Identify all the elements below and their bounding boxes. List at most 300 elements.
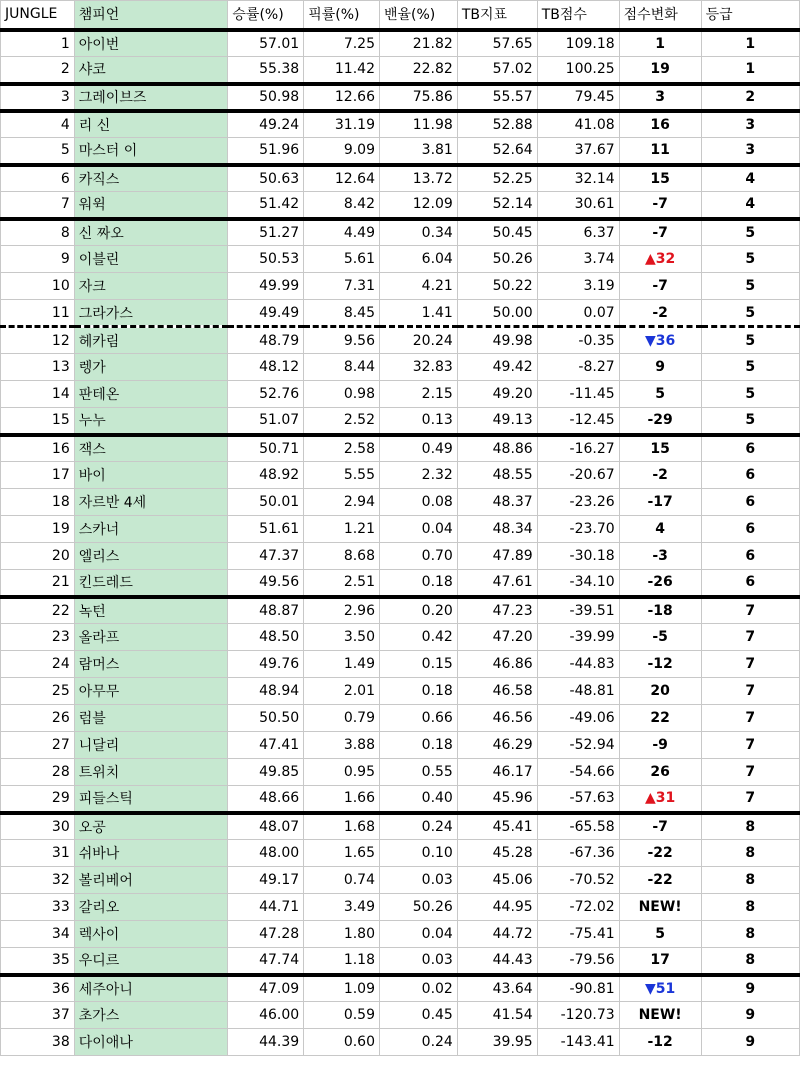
champion-cell: 판테온 <box>74 381 228 408</box>
pick-rate-cell: 5.55 <box>304 462 380 489</box>
tb-index-cell: 41.54 <box>457 1002 537 1029</box>
tier-cell: 5 <box>701 327 799 354</box>
pick-rate-cell: 3.50 <box>304 624 380 651</box>
tb-score-cell: -90.81 <box>537 975 619 1002</box>
ban-rate-cell: 0.08 <box>379 489 457 516</box>
score-change-cell: -7 <box>619 192 701 219</box>
pick-rate-cell: 4.49 <box>304 219 380 246</box>
win-rate-cell: 48.12 <box>228 354 304 381</box>
tb-score-cell: 37.67 <box>537 138 619 165</box>
tb-index-cell: 50.26 <box>457 246 537 273</box>
champion-cell: 그라가스 <box>74 300 228 327</box>
ban-rate-cell: 0.24 <box>379 813 457 840</box>
tb-score-cell: -70.52 <box>537 867 619 894</box>
ban-rate-cell: 32.83 <box>379 354 457 381</box>
rank-cell: 24 <box>1 651 75 678</box>
ban-rate-cell: 12.09 <box>379 192 457 219</box>
pick-rate-cell: 1.09 <box>304 975 380 1002</box>
pick-rate-cell: 1.80 <box>304 921 380 948</box>
pick-rate-cell: 8.44 <box>304 354 380 381</box>
score-change-cell: 4 <box>619 516 701 543</box>
tb-score-cell: 79.45 <box>537 84 619 111</box>
tb-index-cell: 48.55 <box>457 462 537 489</box>
champion-cell: 우디르 <box>74 948 228 975</box>
table-row <box>1 786 800 813</box>
win-rate-cell: 48.79 <box>228 327 304 354</box>
table-row <box>1 300 800 327</box>
score-change-cell: ▲31 <box>619 786 701 813</box>
win-rate-cell: 52.76 <box>228 381 304 408</box>
header-rank: JUNGLE <box>1 1 75 30</box>
ban-rate-cell: 13.72 <box>379 165 457 192</box>
table-row <box>1 867 800 894</box>
pick-rate-cell: 11.42 <box>304 57 380 84</box>
pick-rate-cell: 2.01 <box>304 678 380 705</box>
champion-cell: 자크 <box>74 273 228 300</box>
win-rate-cell: 49.49 <box>228 300 304 327</box>
score-change-cell: -2 <box>619 300 701 327</box>
rank-cell: 35 <box>1 948 75 975</box>
rank-cell: 8 <box>1 219 75 246</box>
table-row <box>1 624 800 651</box>
score-change-cell: 5 <box>619 381 701 408</box>
table-row <box>1 408 800 435</box>
win-rate-cell: 48.92 <box>228 462 304 489</box>
rank-cell: 1 <box>1 30 75 57</box>
tb-score-cell: -0.35 <box>537 327 619 354</box>
score-change-cell: NEW! <box>619 1002 701 1029</box>
win-rate-cell: 49.17 <box>228 867 304 894</box>
header-row <box>1 1 800 30</box>
table-body <box>1 30 800 1056</box>
tb-index-cell: 49.13 <box>457 408 537 435</box>
champion-cell: 니달리 <box>74 732 228 759</box>
win-rate-cell: 51.42 <box>228 192 304 219</box>
ban-rate-cell: 0.02 <box>379 975 457 1002</box>
rank-cell: 33 <box>1 894 75 921</box>
score-change-cell: -12 <box>619 651 701 678</box>
table-row <box>1 138 800 165</box>
tier-cell: 3 <box>701 138 799 165</box>
ban-rate-cell: 2.32 <box>379 462 457 489</box>
tb-index-cell: 49.98 <box>457 327 537 354</box>
rank-cell: 22 <box>1 597 75 624</box>
tier-cell: 8 <box>701 894 799 921</box>
tb-index-cell: 45.06 <box>457 867 537 894</box>
table-row <box>1 30 800 57</box>
score-change-cell: -3 <box>619 543 701 570</box>
tb-index-cell: 45.96 <box>457 786 537 813</box>
tier-cell: 6 <box>701 489 799 516</box>
win-rate-cell: 50.71 <box>228 435 304 462</box>
tb-index-cell: 52.64 <box>457 138 537 165</box>
header-tier: 등급 <box>701 1 799 30</box>
score-change-cell: 20 <box>619 678 701 705</box>
pick-rate-cell: 3.49 <box>304 894 380 921</box>
pick-rate-cell: 0.79 <box>304 705 380 732</box>
tb-index-cell: 46.86 <box>457 651 537 678</box>
pick-rate-cell: 1.65 <box>304 840 380 867</box>
tb-index-cell: 44.95 <box>457 894 537 921</box>
pick-rate-cell: 8.42 <box>304 192 380 219</box>
ban-rate-cell: 0.10 <box>379 840 457 867</box>
tb-score-cell: 3.19 <box>537 273 619 300</box>
ban-rate-cell: 11.98 <box>379 111 457 138</box>
ban-rate-cell: 1.41 <box>379 300 457 327</box>
pick-rate-cell: 31.19 <box>304 111 380 138</box>
pick-rate-cell: 7.31 <box>304 273 380 300</box>
win-rate-cell: 44.39 <box>228 1029 304 1056</box>
score-change-cell: ▼51 <box>619 975 701 1002</box>
rank-cell: 27 <box>1 732 75 759</box>
tier-cell: 7 <box>701 624 799 651</box>
champion-cell: 아무무 <box>74 678 228 705</box>
ban-rate-cell: 0.42 <box>379 624 457 651</box>
tb-score-cell: -16.27 <box>537 435 619 462</box>
tb-index-cell: 45.41 <box>457 813 537 840</box>
ban-rate-cell: 0.03 <box>379 948 457 975</box>
table-row <box>1 570 800 597</box>
rank-cell: 3 <box>1 84 75 111</box>
table-row <box>1 921 800 948</box>
tb-index-cell: 46.17 <box>457 759 537 786</box>
pick-rate-cell: 0.59 <box>304 1002 380 1029</box>
win-rate-cell: 57.01 <box>228 30 304 57</box>
table-row <box>1 813 800 840</box>
tier-cell: 7 <box>701 597 799 624</box>
tier-cell: 4 <box>701 165 799 192</box>
tb-score-cell: 6.37 <box>537 219 619 246</box>
ban-rate-cell: 0.15 <box>379 651 457 678</box>
pick-rate-cell: 2.52 <box>304 408 380 435</box>
score-change-cell: 17 <box>619 948 701 975</box>
tb-score-cell: 109.18 <box>537 30 619 57</box>
table-row <box>1 894 800 921</box>
champion-cell: 녹턴 <box>74 597 228 624</box>
header-score-change: 점수변화 <box>619 1 701 30</box>
tb-score-cell: -8.27 <box>537 354 619 381</box>
rank-cell: 19 <box>1 516 75 543</box>
pick-rate-cell: 9.09 <box>304 138 380 165</box>
tb-score-cell: -39.99 <box>537 624 619 651</box>
win-rate-cell: 47.74 <box>228 948 304 975</box>
champion-cell: 스카너 <box>74 516 228 543</box>
win-rate-cell: 51.27 <box>228 219 304 246</box>
champion-cell: 세주아니 <box>74 975 228 1002</box>
ban-rate-cell: 6.04 <box>379 246 457 273</box>
table-row <box>1 651 800 678</box>
tier-cell: 3 <box>701 111 799 138</box>
tb-index-cell: 57.02 <box>457 57 537 84</box>
table-row <box>1 543 800 570</box>
tb-index-cell: 45.28 <box>457 840 537 867</box>
win-rate-cell: 50.63 <box>228 165 304 192</box>
score-change-cell: -9 <box>619 732 701 759</box>
table-row <box>1 84 800 111</box>
ban-rate-cell: 0.24 <box>379 1029 457 1056</box>
table-row <box>1 192 800 219</box>
champion-cell: 신 짜오 <box>74 219 228 246</box>
tb-index-cell: 48.37 <box>457 489 537 516</box>
ban-rate-cell: 21.82 <box>379 30 457 57</box>
tb-index-cell: 43.64 <box>457 975 537 1002</box>
tier-cell: 7 <box>701 786 799 813</box>
table-row <box>1 165 800 192</box>
tb-score-cell: -12.45 <box>537 408 619 435</box>
tb-score-cell: -57.63 <box>537 786 619 813</box>
champion-cell: 럼블 <box>74 705 228 732</box>
tb-score-cell: -143.41 <box>537 1029 619 1056</box>
score-change-cell: 26 <box>619 759 701 786</box>
tier-cell: 5 <box>701 246 799 273</box>
champion-cell: 마스터 이 <box>74 138 228 165</box>
score-change-cell: NEW! <box>619 894 701 921</box>
tier-cell: 6 <box>701 435 799 462</box>
tier-cell: 8 <box>701 813 799 840</box>
champion-cell: 리 신 <box>74 111 228 138</box>
rank-cell: 38 <box>1 1029 75 1056</box>
tier-cell: 1 <box>701 30 799 57</box>
pick-rate-cell: 0.95 <box>304 759 380 786</box>
tier-cell: 6 <box>701 516 799 543</box>
tb-index-cell: 55.57 <box>457 84 537 111</box>
tb-score-cell: -30.18 <box>537 543 619 570</box>
ban-rate-cell: 75.86 <box>379 84 457 111</box>
champion-cell: 헤카림 <box>74 327 228 354</box>
tb-score-cell: -65.58 <box>537 813 619 840</box>
tier-cell: 7 <box>701 651 799 678</box>
pick-rate-cell: 1.68 <box>304 813 380 840</box>
tb-index-cell: 49.20 <box>457 381 537 408</box>
win-rate-cell: 47.37 <box>228 543 304 570</box>
tier-cell: 5 <box>701 273 799 300</box>
rank-cell: 31 <box>1 840 75 867</box>
score-change-cell: ▼36 <box>619 327 701 354</box>
rank-cell: 15 <box>1 408 75 435</box>
tb-index-cell: 39.95 <box>457 1029 537 1056</box>
champion-cell: 잭스 <box>74 435 228 462</box>
pick-rate-cell: 8.45 <box>304 300 380 327</box>
tb-index-cell: 44.43 <box>457 948 537 975</box>
score-change-cell: 1 <box>619 30 701 57</box>
rank-cell: 34 <box>1 921 75 948</box>
pick-rate-cell: 1.18 <box>304 948 380 975</box>
rank-cell: 17 <box>1 462 75 489</box>
pick-rate-cell: 3.88 <box>304 732 380 759</box>
ban-rate-cell: 0.18 <box>379 678 457 705</box>
champion-cell: 킨드레드 <box>74 570 228 597</box>
win-rate-cell: 49.85 <box>228 759 304 786</box>
win-rate-cell: 49.99 <box>228 273 304 300</box>
header-pick-rate: 픽률(%) <box>304 1 380 30</box>
tb-index-cell: 44.72 <box>457 921 537 948</box>
header-win-rate: 승률(%) <box>228 1 304 30</box>
rank-cell: 30 <box>1 813 75 840</box>
tb-index-cell: 52.88 <box>457 111 537 138</box>
tb-index-cell: 57.65 <box>457 30 537 57</box>
champion-cell: 이블린 <box>74 246 228 273</box>
win-rate-cell: 51.96 <box>228 138 304 165</box>
tier-cell: 6 <box>701 543 799 570</box>
win-rate-cell: 50.01 <box>228 489 304 516</box>
tb-index-cell: 48.86 <box>457 435 537 462</box>
score-change-cell: -17 <box>619 489 701 516</box>
pick-rate-cell: 5.61 <box>304 246 380 273</box>
tier-cell: 5 <box>701 354 799 381</box>
champion-cell: 피들스틱 <box>74 786 228 813</box>
rank-cell: 11 <box>1 300 75 327</box>
tier-cell: 8 <box>701 867 799 894</box>
champion-cell: 샤코 <box>74 57 228 84</box>
pick-rate-cell: 0.98 <box>304 381 380 408</box>
ban-rate-cell: 0.70 <box>379 543 457 570</box>
tier-cell: 7 <box>701 705 799 732</box>
ban-rate-cell: 50.26 <box>379 894 457 921</box>
tier-cell: 6 <box>701 570 799 597</box>
rank-cell: 18 <box>1 489 75 516</box>
rank-cell: 28 <box>1 759 75 786</box>
tier-cell: 5 <box>701 381 799 408</box>
champion-cell: 아이번 <box>74 30 228 57</box>
win-rate-cell: 51.61 <box>228 516 304 543</box>
pick-rate-cell: 0.60 <box>304 1029 380 1056</box>
win-rate-cell: 50.53 <box>228 246 304 273</box>
win-rate-cell: 47.28 <box>228 921 304 948</box>
table-row <box>1 246 800 273</box>
tb-score-cell: -34.10 <box>537 570 619 597</box>
champion-cell: 바이 <box>74 462 228 489</box>
table-row <box>1 462 800 489</box>
pick-rate-cell: 2.94 <box>304 489 380 516</box>
tb-score-cell: -52.94 <box>537 732 619 759</box>
tb-index-cell: 50.00 <box>457 300 537 327</box>
pick-rate-cell: 12.64 <box>304 165 380 192</box>
tb-score-cell: -120.73 <box>537 1002 619 1029</box>
table-row <box>1 381 800 408</box>
pick-rate-cell: 2.51 <box>304 570 380 597</box>
pick-rate-cell: 9.56 <box>304 327 380 354</box>
rank-cell: 36 <box>1 975 75 1002</box>
score-change-cell: -7 <box>619 219 701 246</box>
win-rate-cell: 50.50 <box>228 705 304 732</box>
tb-score-cell: -20.67 <box>537 462 619 489</box>
tier-cell: 9 <box>701 975 799 1002</box>
score-change-cell: -7 <box>619 813 701 840</box>
rank-cell: 25 <box>1 678 75 705</box>
tb-index-cell: 47.20 <box>457 624 537 651</box>
table-row <box>1 219 800 246</box>
win-rate-cell: 49.24 <box>228 111 304 138</box>
rank-cell: 10 <box>1 273 75 300</box>
tb-score-cell: 100.25 <box>537 57 619 84</box>
champion-cell: 갈리오 <box>74 894 228 921</box>
tier-cell: 7 <box>701 759 799 786</box>
score-change-cell: -5 <box>619 624 701 651</box>
table-row <box>1 516 800 543</box>
win-rate-cell: 55.38 <box>228 57 304 84</box>
champion-cell: 오공 <box>74 813 228 840</box>
score-change-cell: -22 <box>619 867 701 894</box>
score-change-cell: -22 <box>619 840 701 867</box>
tb-score-cell: -49.06 <box>537 705 619 732</box>
header-ban-rate: 밴율(%) <box>379 1 457 30</box>
ban-rate-cell: 0.55 <box>379 759 457 786</box>
win-rate-cell: 48.66 <box>228 786 304 813</box>
table-row <box>1 111 800 138</box>
rank-cell: 37 <box>1 1002 75 1029</box>
table-row <box>1 705 800 732</box>
win-rate-cell: 48.94 <box>228 678 304 705</box>
score-change-cell: 3 <box>619 84 701 111</box>
ban-rate-cell: 22.82 <box>379 57 457 84</box>
tb-score-cell: -67.36 <box>537 840 619 867</box>
table-row <box>1 1002 800 1029</box>
champion-cell: 카직스 <box>74 165 228 192</box>
score-change-cell: 16 <box>619 111 701 138</box>
win-rate-cell: 46.00 <box>228 1002 304 1029</box>
win-rate-cell: 50.98 <box>228 84 304 111</box>
tb-score-cell: -48.81 <box>537 678 619 705</box>
pick-rate-cell: 1.49 <box>304 651 380 678</box>
ban-rate-cell: 0.13 <box>379 408 457 435</box>
ban-rate-cell: 20.24 <box>379 327 457 354</box>
ban-rate-cell: 3.81 <box>379 138 457 165</box>
ban-rate-cell: 2.15 <box>379 381 457 408</box>
champion-cell: 누누 <box>74 408 228 435</box>
tb-score-cell: -23.70 <box>537 516 619 543</box>
table-row <box>1 354 800 381</box>
tb-index-cell: 52.25 <box>457 165 537 192</box>
table-row <box>1 435 800 462</box>
score-change-cell: -7 <box>619 273 701 300</box>
tb-index-cell: 47.61 <box>457 570 537 597</box>
pick-rate-cell: 1.21 <box>304 516 380 543</box>
tb-score-cell: 3.74 <box>537 246 619 273</box>
rank-cell: 16 <box>1 435 75 462</box>
score-change-cell: -29 <box>619 408 701 435</box>
ban-rate-cell: 0.45 <box>379 1002 457 1029</box>
tb-index-cell: 52.14 <box>457 192 537 219</box>
tier-cell: 7 <box>701 678 799 705</box>
win-rate-cell: 48.50 <box>228 624 304 651</box>
rank-cell: 7 <box>1 192 75 219</box>
pick-rate-cell: 12.66 <box>304 84 380 111</box>
table-row <box>1 57 800 84</box>
rank-cell: 14 <box>1 381 75 408</box>
tb-score-cell: -72.02 <box>537 894 619 921</box>
champion-cell: 쉬바나 <box>74 840 228 867</box>
ban-rate-cell: 0.03 <box>379 867 457 894</box>
tb-score-cell: 41.08 <box>537 111 619 138</box>
tb-index-cell: 48.34 <box>457 516 537 543</box>
tb-score-cell: -11.45 <box>537 381 619 408</box>
tier-cell: 8 <box>701 948 799 975</box>
tier-cell: 6 <box>701 462 799 489</box>
score-change-cell: ▲32 <box>619 246 701 273</box>
champion-cell: 그레이브즈 <box>74 84 228 111</box>
rank-cell: 9 <box>1 246 75 273</box>
pick-rate-cell: 7.25 <box>304 30 380 57</box>
tb-score-cell: -23.26 <box>537 489 619 516</box>
rank-cell: 12 <box>1 327 75 354</box>
ban-rate-cell: 0.18 <box>379 570 457 597</box>
rank-cell: 20 <box>1 543 75 570</box>
score-change-cell: -2 <box>619 462 701 489</box>
champion-cell: 볼리베어 <box>74 867 228 894</box>
score-change-cell: 9 <box>619 354 701 381</box>
tb-score-cell: 0.07 <box>537 300 619 327</box>
rank-cell: 23 <box>1 624 75 651</box>
